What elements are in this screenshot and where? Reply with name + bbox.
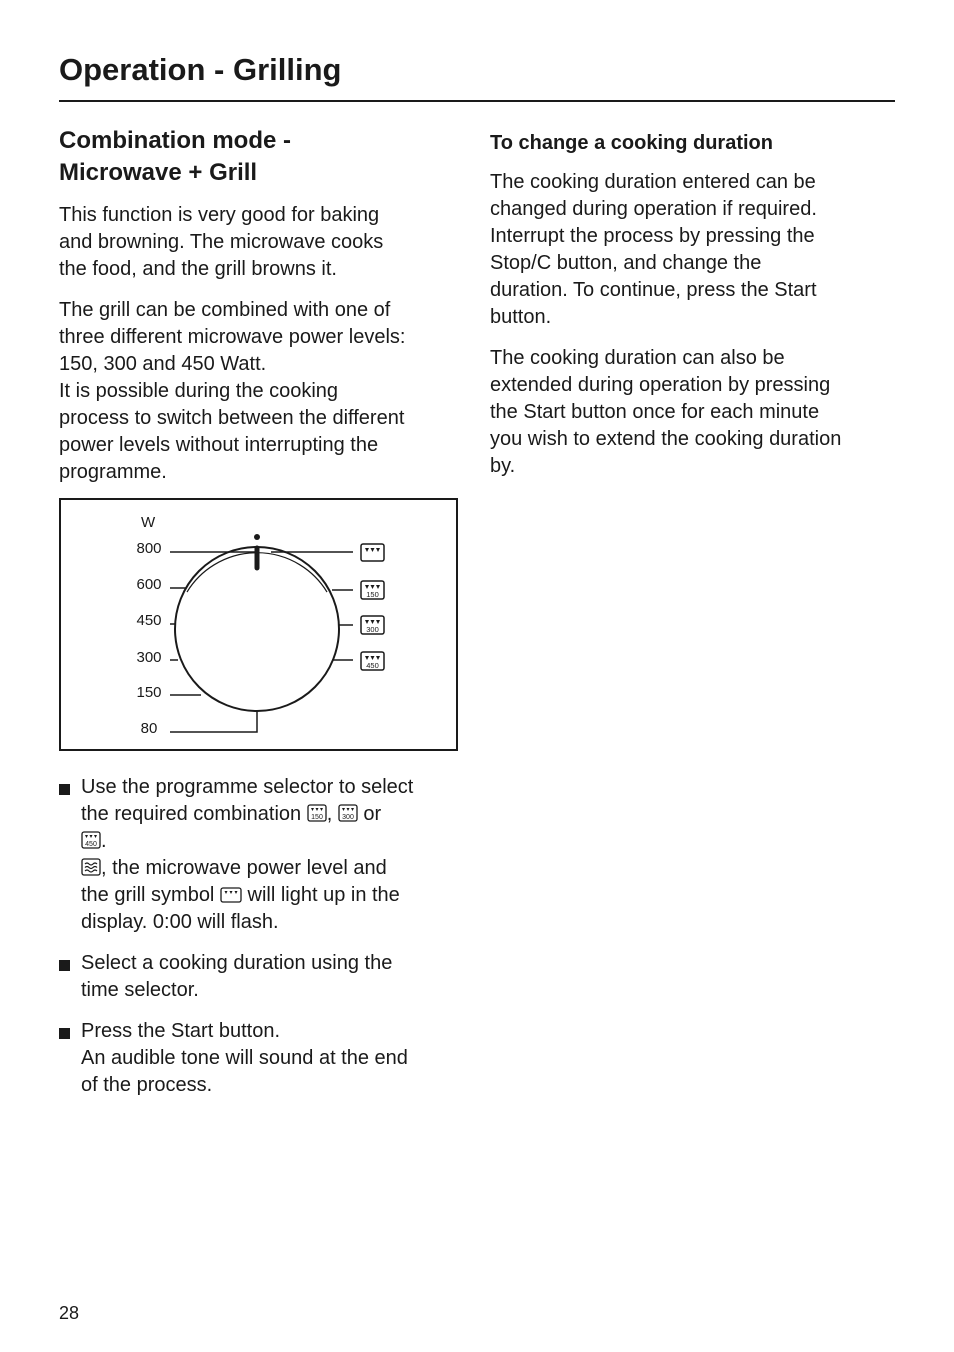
text-line: changed during operation if required. [490,198,817,220]
text-line: of the process. [81,1074,213,1096]
text-line: The cooking duration entered can be [490,171,816,193]
text-line: time selector. [81,979,199,1001]
text-line: duration. To continue, press the Start [490,279,817,301]
text-fragment: the grill symbol [81,884,220,906]
icon-level-300: 300 [366,625,379,634]
text-line [81,801,479,828]
text-line: button. [490,306,552,328]
text-line [81,855,479,882]
icon-level-150: 150 [366,590,379,599]
list-item [59,1018,479,1099]
grill-combination-icon [361,581,384,599]
text-line: and browning. The microwave cooks [59,231,384,253]
text-fragment: , the microwave power level and [101,857,387,879]
text-line: It is possible during the cooking [59,380,339,402]
change-duration-paragraph [490,169,900,331]
text-line: the food, and the grill browns it. [59,258,337,280]
text-fragment: , [326,803,333,825]
sub-heading: To change a cooking duration [490,132,773,154]
section-heading-line: Combination mode - [59,127,291,154]
text-line: Select a cooking duration using the [81,952,393,974]
bullet-icon [59,1028,70,1039]
bullet-icon [59,784,70,795]
left-column [59,125,469,486]
grill-icon [361,544,384,561]
text-line [81,828,479,855]
section-heading-line: Microwave + Grill [59,159,258,186]
text-line: Stop/C button, and change the [490,252,762,274]
grill-300-icon [338,804,358,822]
extend-duration-paragraph [490,345,900,480]
text-line: Press the Start button. [81,1020,280,1042]
text-line: This function is very good for baking [59,204,380,226]
icon-level-450: 450 [366,661,379,670]
title-divider [59,100,895,102]
leader-line-80 [170,711,257,732]
text-fragment: or [357,803,382,825]
text-line: the Start button once for each minute [490,401,820,423]
microwave-icon [81,858,101,876]
text-line: extended during operation by pressing [490,374,831,396]
selector-dial-svg [61,500,460,753]
section-heading [59,125,469,189]
right-column [490,129,900,480]
icon-level: 450 [85,841,97,848]
text-fragment: the required combination [81,803,307,825]
instruction-list [59,774,479,1113]
list-item [59,950,479,1004]
text-fragment: will light up in the [241,884,400,906]
grill-combination-icon [361,616,384,634]
text-line: An audible tone will sound at the end [81,1047,408,1069]
text-line: 150, 300 and 450 Watt. [59,353,267,375]
step-text [81,950,479,1004]
programme-selector-diagram [59,498,458,751]
grill-450-icon [81,831,101,849]
page-title: Operation - Grilling [59,52,342,87]
intro-paragraph [59,202,469,283]
selector-dial [175,547,339,711]
bullet-icon [59,960,70,971]
unit-label: W [141,514,156,531]
icon-level: 300 [341,814,354,821]
power-label-150: 150 [136,684,162,701]
text-line: by. [490,455,516,477]
power-label-300: 300 [136,649,162,666]
dial-marker-dot [254,534,260,540]
text-line: programme. [59,461,167,483]
text-line: Interrupt the process by pressing the [490,225,815,247]
page-number: 28 [59,1303,80,1323]
text-line: Use the programme selector to select [81,776,414,798]
text-fragment: . [101,830,107,852]
icon-level: 150 [310,814,323,821]
text-line: process to switch between the different [59,407,405,429]
text-line: display. 0:00 will flash. [81,911,279,933]
grill-150-icon [307,804,327,822]
list-item [59,774,479,936]
text-line: The grill can be combined with one of [59,299,391,321]
text-line [81,882,479,909]
text-line: power levels without interrupting the [59,434,379,456]
text-line: you wish to extend the cooking duration [490,428,842,450]
grill-combination-icon [361,652,384,670]
power-label-80: 80 [140,720,158,737]
text-line: three different microwave power levels: [59,326,406,348]
power-label-800: 800 [136,540,162,557]
step-text [81,1018,479,1099]
step-text [81,774,479,936]
power-label-450: 450 [136,612,162,629]
power-label-600: 600 [136,576,162,593]
grill-icon [220,887,242,903]
power-levels-paragraph [59,297,469,486]
text-line: The cooking duration can also be [490,347,785,369]
